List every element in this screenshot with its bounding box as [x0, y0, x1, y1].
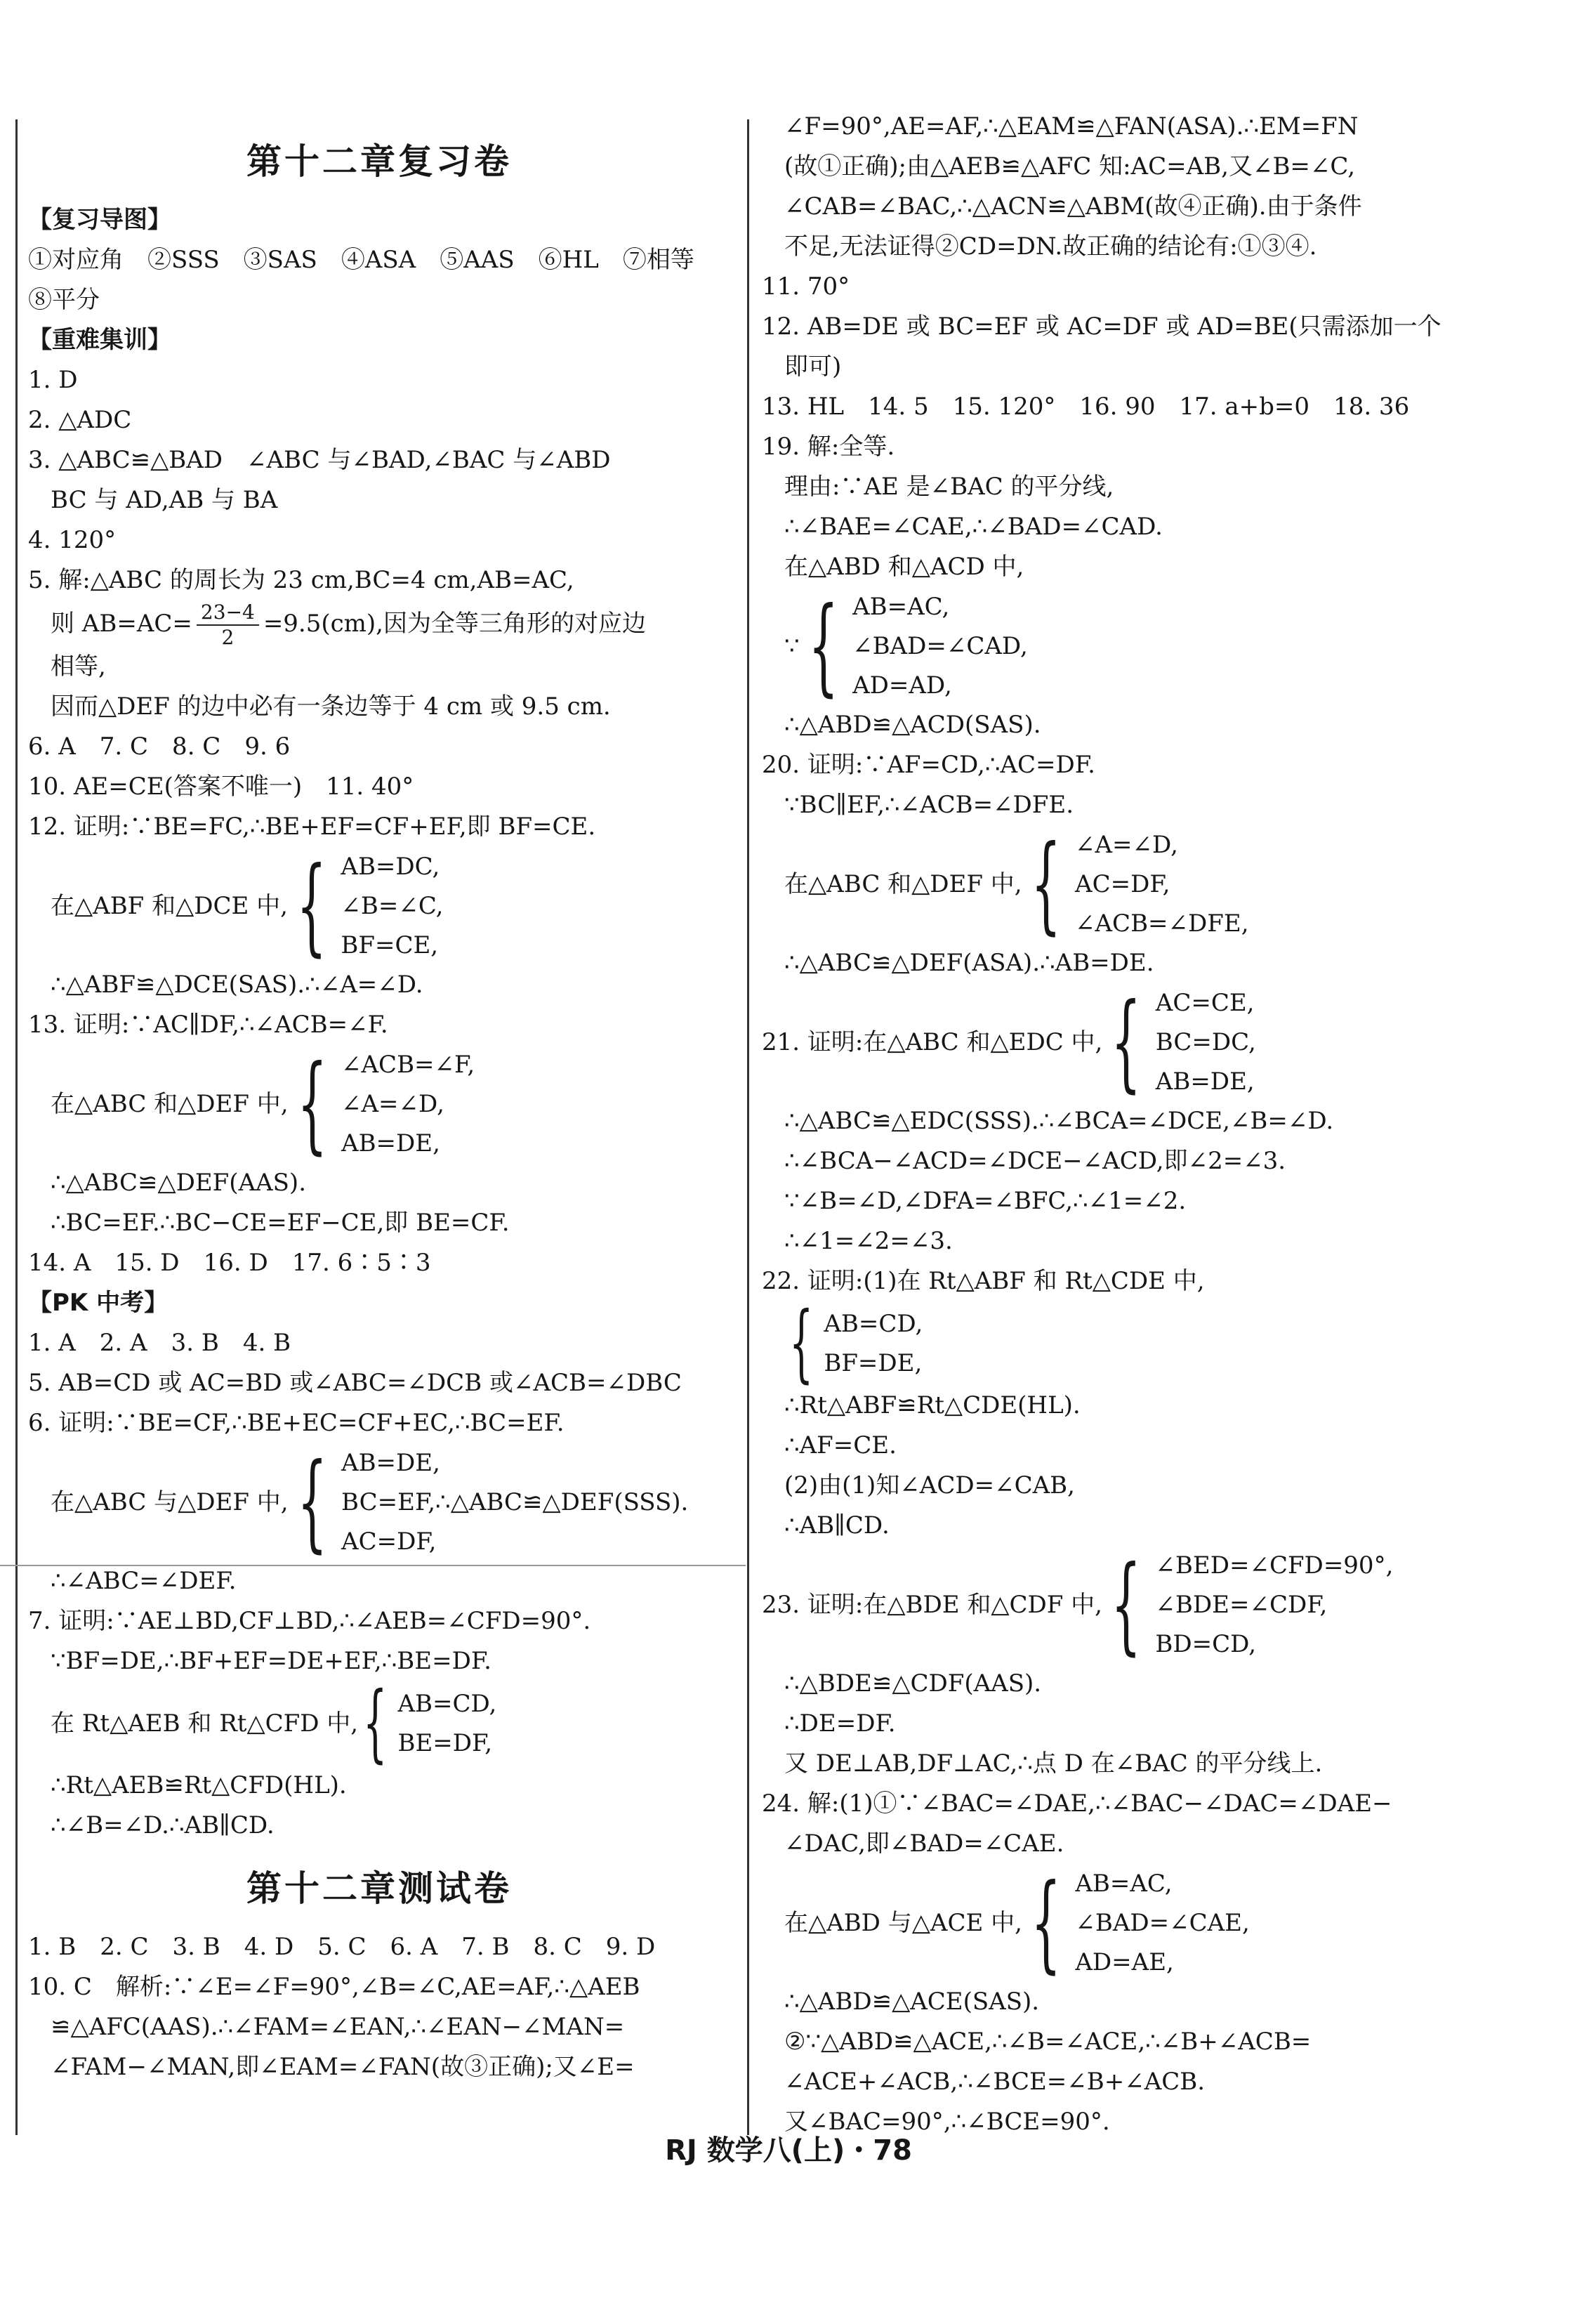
- system-lead: 21. 证明:在△ABC 和△EDC 中,: [762, 1028, 1103, 1056]
- test-answer-12a: 12. AB=DE 或 BC=EF 或 AC=DF 或 AD=BE(只需添加一个: [762, 313, 1441, 341]
- answer-12-system: [28, 847, 730, 965]
- test-answer-22c: ∴AF=CE.: [784, 1431, 897, 1459]
- left-column: [28, 123, 730, 2087]
- test-answer-10d: ∠F=90°,AE=AF,∴△EAM≌△FAN(ASA).∴EM=FN: [784, 112, 1359, 140]
- answer-14-17: 14. A 15. D 16. D 17. 6∶5∶3: [28, 1249, 431, 1277]
- test-answer-20z: ∴△ABC≌△DEF(ASA).∴AB=DE.: [784, 949, 1154, 977]
- test-answer-10b: ≌△AFC(AAS).∴∠FAM=∠EAN,∴∠EAN−∠MAN=: [51, 2013, 625, 2041]
- system-line: AD=AE,: [1075, 1948, 1174, 1976]
- answer-12a: 12. 证明:∵BE=FC,∴BE+EF=CF+EF,即 BF=CE.: [28, 813, 596, 841]
- test-answer-11: 11. 70°: [762, 273, 850, 301]
- fraction-denominator: 2: [221, 626, 235, 649]
- system-line: ∠BDE=∠CDF,: [1155, 1591, 1328, 1619]
- system-lines: [341, 847, 443, 965]
- system-line: AD=AD,: [852, 671, 952, 700]
- test-answer-23b: ∴DE=DF.: [784, 1709, 896, 1738]
- test-answer-20b: ∵BC∥EF,∴∠ACB=∠DFE.: [784, 791, 1074, 819]
- test-answer-21a: ∴△ABC≌△EDC(SSS).∴∠BCA=∠DCE,∠B=∠D.: [784, 1107, 1334, 1135]
- test-answer-19-system: [762, 587, 1541, 705]
- system-line: AB=AC,: [852, 593, 950, 621]
- test-answer-19d: 在△ABD 和△ACD 中,: [784, 553, 1024, 581]
- answer-12z: ∴△ABF≌△DCE(SAS).∴∠A=∠D.: [51, 971, 423, 999]
- guide-line-1: ①对应角 ②SSS ③SAS ④ASA ⑤AAS ⑥HL ⑦相等: [28, 246, 694, 274]
- answer-1: 1. D: [28, 366, 78, 394]
- left-brace: {: [296, 1441, 327, 1563]
- test-answer-22e: ∴AB∥CD.: [784, 1511, 890, 1540]
- key-heading: 【重难集训】: [28, 326, 171, 354]
- pk-answer-7z: ∴∠B=∠D.∴AB∥CD.: [51, 1811, 275, 1839]
- pk-answer-6z: ∴∠ABC=∠DEF.: [51, 1567, 237, 1595]
- system-lead: 在△ABC 和△DEF 中,: [784, 869, 1022, 898]
- answer-5a: 5. 解:△ABC 的周长为 23 cm,BC=4 cm,AB=AC,: [28, 566, 574, 594]
- system-line: BD=CD,: [1155, 1630, 1257, 1658]
- test-title: 第十二章测试卷: [246, 1868, 512, 1909]
- answer-10-11: 10. AE=CE(答案不唯一) 11. 40°: [28, 773, 414, 801]
- test-answer-10e: (故①正确);由△AEB≌△AFC 知:AC=AB,又∠B=∠C,: [784, 152, 1356, 180]
- test-answer-22b: ∴Rt△ABF≌Rt△CDE(HL).: [784, 1391, 1081, 1419]
- system-lines: [341, 1443, 688, 1561]
- left-brace: {: [807, 585, 838, 707]
- system-lead: 在△ABF 和△DCE 中,: [51, 891, 288, 920]
- guide-heading: 【复习导图】: [28, 206, 171, 234]
- test-answer-10g: 不足,无法证得②CD=DN.故正确的结论有:①③④.: [784, 232, 1317, 261]
- answer-2: 2. △ADC: [28, 406, 132, 434]
- test-answer-22a: 22. 证明:(1)在 Rt△ABF 和 Rt△CDE 中,: [762, 1267, 1205, 1295]
- test-answer-23a: ∴△BDE≌△CDF(AAS).: [784, 1669, 1042, 1698]
- system-lines: [341, 1045, 475, 1163]
- answer-5c: 相等,: [51, 652, 106, 681]
- answer-13z: ∴BC=EF.∴BC−CE=EF−CE,即 BE=CF.: [51, 1209, 510, 1237]
- test-answer-19a: 19. 解:全等.: [762, 433, 895, 461]
- left-brace: {: [1031, 1862, 1062, 1984]
- answer-13y: ∴△ABC≌△DEF(AAS).: [51, 1169, 307, 1197]
- test-answer-20-system: [762, 825, 1541, 943]
- system-lines: [397, 1684, 496, 1763]
- pk-answer-7b: ∵BF=DE,∴BF+EF=DE+EF,∴BE=DF.: [51, 1647, 491, 1675]
- left-brace: {: [296, 845, 327, 967]
- system-line: AB=DE,: [341, 1449, 440, 1477]
- test-answer-24a: 24. 解:(1)①∵∠BAC=∠DAE,∴∠BAC−∠DAC=∠DAE−: [762, 1790, 1392, 1818]
- answer-3b: BC 与 AD,AB 与 BA: [51, 486, 278, 514]
- fraction: [197, 600, 259, 650]
- answer-5d: 因而△DEF 的边中必有一条边等于 4 cm 或 9.5 cm.: [51, 692, 611, 721]
- pk-answer-6a: 6. 证明:∵BE=CF,∴BE+EC=CF+EC,∴BC=EF.: [28, 1409, 565, 1437]
- system-lines: [1075, 1864, 1249, 1982]
- system-line: BC=DC,: [1155, 1028, 1256, 1056]
- system-line: ∠ACB=∠F,: [341, 1051, 475, 1079]
- system-line: AC=DF,: [341, 1528, 437, 1556]
- right-column: [762, 107, 1541, 2142]
- test-answer-24f: 又∠BAC=90°,∴∠BCE=90°.: [784, 2108, 1110, 2136]
- system-lead: 23. 证明:在△BDE 和△CDF 中,: [762, 1590, 1102, 1619]
- system-line: AB=DE,: [1155, 1068, 1255, 1096]
- system-line: ∠BAD=∠CAD,: [852, 632, 1028, 660]
- test-answer-24-system: [762, 1864, 1541, 1982]
- system-line: AB=CD,: [397, 1690, 497, 1718]
- guide-line-2: ⑧平分: [28, 286, 100, 314]
- system-lead: 在△ABD 与△ACE 中,: [784, 1908, 1022, 1937]
- left-brace: {: [1111, 981, 1142, 1103]
- test-answer-23-system: [762, 1546, 1541, 1664]
- left-margin-line: [15, 119, 18, 2135]
- test-answer-19b: 理由:∵AE 是∠BAC 的平分线,: [784, 473, 1114, 501]
- pk-answer-5: 5. AB=CD 或 AC=BD 或∠ABC=∠DCB 或∠ACB=∠DBC: [28, 1369, 682, 1397]
- pk-heading: 【PK 中考】: [28, 1289, 169, 1317]
- test-answer-10c: ∠FAM−∠MAN,即∠EAM=∠FAN(故③正确);又∠E=: [51, 2053, 635, 2081]
- page-footer: RJ 数学八(上)・78: [665, 2134, 912, 2167]
- pk-answer-1-4: 1. A 2. A 3. B 4. B: [28, 1329, 291, 1357]
- answer-5b: [28, 600, 730, 647]
- system-lines: [1155, 1546, 1393, 1664]
- test-answer-13-18: 13. HL 14. 5 15. 120° 16. 90 17. a+b=0 18. 36: [762, 393, 1410, 421]
- system-lines: [824, 1304, 923, 1383]
- system-line: ∠BAD=∠CAE,: [1075, 1909, 1250, 1937]
- system-lead: ∵: [784, 631, 800, 660]
- system-line: ∠A=∠D,: [1075, 831, 1178, 859]
- system-lead: 在△ABC 与△DEF 中,: [51, 1488, 289, 1516]
- system-lead: 在△ABC 和△DEF 中,: [51, 1089, 289, 1118]
- system-line: AC=CE,: [1155, 989, 1255, 1017]
- answer-3a: 3. △ABC≌△BAD ∠ABC 与∠BAD,∠BAC 与∠ABD: [28, 446, 611, 474]
- system-line: ∠A=∠D,: [341, 1090, 444, 1118]
- left-brace: {: [1030, 823, 1061, 945]
- review-title: 第十二章复习卷: [246, 141, 512, 182]
- test-answer-21b: ∴∠BCA−∠ACD=∠DCE−∠ACD,即∠2=∠3.: [784, 1147, 1286, 1175]
- fraction-numerator: 23−4: [197, 600, 259, 626]
- system-line: AB=DC,: [341, 853, 440, 881]
- test-answer-21c: ∵∠B=∠D,∠DFA=∠BFC,∴∠1=∠2.: [784, 1187, 1187, 1215]
- left-brace: {: [788, 1294, 814, 1392]
- test-answer-24e: ∠ACE+∠ACB,∴∠BCE=∠B+∠ACB.: [784, 2068, 1206, 2096]
- test-answer-1-9: 1. B 2. C 3. B 4. D 5. C 6. A 7. B 8. C 9. D: [28, 1933, 656, 1961]
- answer-13-system: [28, 1045, 730, 1163]
- system-line: ∠ACB=∠DFE,: [1075, 910, 1249, 938]
- test-answer-22d: (2)由(1)知∠ACD=∠CAB,: [784, 1471, 1075, 1499]
- left-brace: {: [363, 1674, 388, 1772]
- left-brace: {: [1111, 1544, 1142, 1666]
- pk-answer-6-system: [28, 1443, 730, 1561]
- test-answer-19z: ∴△ABD≌△ACD(SAS).: [784, 711, 1041, 739]
- test-answer-21-system: [762, 983, 1541, 1101]
- system-lines: [1075, 825, 1249, 943]
- test-answer-19c: ∴∠BAE=∠CAE,∴∠BAD=∠CAD.: [784, 513, 1163, 541]
- system-lines: [852, 587, 1028, 705]
- system-line: BC=EF,∴△ABC≌△DEF(SSS).: [341, 1488, 689, 1516]
- system-lead: 在 Rt△AEB 和 Rt△CFD 中,: [51, 1709, 359, 1738]
- pk-answer-7-system: [28, 1674, 730, 1772]
- test-answer-24d: ②∵△ABD≌△ACE,∴∠B=∠ACE,∴∠B+∠ACB=: [784, 2028, 1312, 2056]
- system-line: AC=DF,: [1075, 870, 1170, 898]
- system-line: AB=DE,: [341, 1129, 440, 1157]
- system-line: BF=CE,: [341, 931, 439, 959]
- system-line: BF=DE,: [824, 1349, 923, 1377]
- system-lines: [1156, 983, 1256, 1101]
- left-brace: {: [296, 1043, 327, 1165]
- answer-4: 4. 120°: [28, 526, 117, 554]
- test-answer-24b: ∠DAC,即∠BAD=∠CAE.: [784, 1830, 1064, 1858]
- test-answer-10a: 10. C 解析:∵∠E=∠F=90°,∠B=∠C,AE=AF,∴△AEB: [28, 1973, 640, 2001]
- system-line: ∠BED=∠CFD=90°,: [1155, 1551, 1394, 1580]
- system-line: BE=DF,: [397, 1729, 493, 1757]
- answer-5b-pre: 则 AB=AC=: [51, 610, 192, 638]
- answer-5b-post: =9.5(cm),因为全等三角形的对应边: [263, 610, 646, 638]
- test-answer-22-system: [762, 1294, 1541, 1392]
- pk-answer-7a: 7. 证明:∵AE⊥BD,CF⊥BD,∴∠AEB=∠CFD=90°.: [28, 1607, 591, 1635]
- test-answer-24c: ∴△ABD≌△ACE(SAS).: [784, 1988, 1040, 2016]
- column-divider: [747, 119, 749, 2135]
- test-answer-21d: ∴∠1=∠2=∠3.: [784, 1227, 953, 1255]
- test-answer-10f: ∠CAB=∠BAC,∴△ACN≌△ABM(故④正确).由于条件: [784, 192, 1362, 221]
- pk-answer-7y: ∴Rt△AEB≌Rt△CFD(HL).: [51, 1771, 347, 1799]
- system-line: AB=CD,: [824, 1310, 923, 1338]
- test-answer-12b: 即可): [784, 353, 842, 381]
- answer-6-9: 6. A 7. C 8. C 9. 6: [28, 733, 291, 761]
- answer-13a: 13. 证明:∵AC∥DF,∴∠ACB=∠F.: [28, 1011, 388, 1039]
- system-line: AB=AC,: [1075, 1870, 1173, 1898]
- test-answer-20a: 20. 证明:∵AF=CD,∴AC=DF.: [762, 751, 1095, 779]
- system-line: ∠B=∠C,: [341, 892, 444, 920]
- test-answer-23c: 又 DE⊥AB,DF⊥AC,∴点 D 在∠BAC 的平分线上.: [784, 1749, 1323, 1778]
